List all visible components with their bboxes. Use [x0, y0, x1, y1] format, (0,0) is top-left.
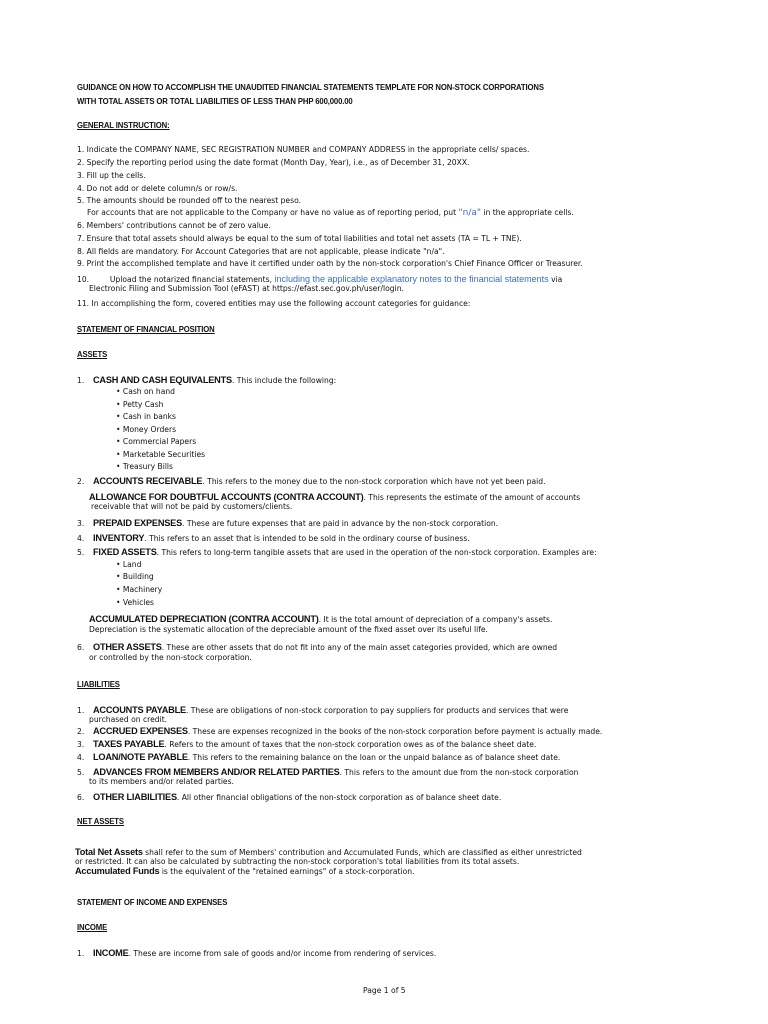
item-number: 6.: [77, 793, 85, 802]
list-item: • Treasury Bills: [116, 462, 173, 471]
account-term: ACCOUNTS PAYABLE: [93, 705, 186, 715]
list-item: • Building: [116, 572, 154, 581]
account-term: Total Net Assets: [75, 847, 143, 857]
accumulated-funds-definition: [75, 866, 414, 877]
instruction-item: 4. Do not add or delete column/s or row/s.: [77, 184, 238, 193]
list-item: • Commercial Papers: [116, 437, 197, 446]
assets-heading: ASSETS: [77, 349, 108, 359]
advances-line2: to its members and/or related parties.: [89, 777, 234, 786]
list-item: • Machinery: [116, 585, 163, 594]
efast-line: Electronic Filing and Submission Tool (eFAST) at https://efast.sec.gov.ph/user/login.: [89, 284, 404, 293]
instruction-item: 8. All fields are mandatory. For Account Categories that are not applicable, please indicate "n/a".: [77, 247, 445, 256]
account-term: FIXED ASSETS: [93, 547, 157, 557]
account-term: ADVANCES FROM MEMBERS AND/OR RELATED PARTIES: [93, 767, 340, 777]
item-number: 1.: [77, 376, 85, 385]
liability-loan: [77, 752, 560, 763]
account-term: LOAN/NOTE PAYABLE: [93, 752, 188, 762]
account-description: . This refers to the remaining balance on the loan or the unpaid balance as of balance sheet date.: [187, 753, 561, 762]
general-instruction-heading: GENERAL INSTRUCTION:: [77, 120, 170, 130]
list-item: • Land: [116, 560, 142, 569]
account-term: OTHER ASSETS: [93, 642, 162, 652]
depreciation-line2: Depreciation is the systematic allocation of the depreciable amount of the fixed asset over its useful life.: [89, 625, 488, 634]
list-item: • Marketable Securities: [116, 450, 206, 459]
account-description: shall refer to the sum of Members' contribution and Accumulated Funds, which are classified as either unrestricted: [142, 848, 582, 857]
account-description: . These are income from sale of goods and/or income from rendering of services.: [128, 949, 437, 958]
list-item: • Cash in banks: [116, 412, 177, 421]
item-number: 1.: [77, 949, 85, 958]
asset-receivable: [77, 476, 545, 487]
instruction-item: 7. Ensure that total assets should always be equal to the sum of total liabilities and total net assets (TA = TL + TNE).: [77, 234, 522, 243]
item10-via: via: [551, 275, 563, 284]
item-number: 2.: [77, 727, 85, 736]
account-description: is the equivalent of the "retained earnings" of a stock-corporation.: [159, 867, 415, 876]
item-number: 3.: [77, 740, 85, 749]
account-description: . These are other assets that do not fit into any of the main asset categories provided, which are owned: [161, 643, 558, 652]
account-description: . This refers to long-term tangible assets that are used in the operation of the non-stock corporation. Examples are:: [156, 548, 597, 557]
item-number: 5.: [77, 768, 85, 777]
sfp-heading: STATEMENT OF FINANCIAL POSITION: [77, 324, 215, 334]
account-term: CASH AND CASH EQUIVALENTS: [93, 375, 232, 385]
item10-highlight: including the applicable explanatory notes to the financial statements: [274, 274, 549, 284]
account-term: ALLOWANCE FOR DOUBTFUL ACCOUNTS (CONTRA ACCOUNT): [89, 492, 364, 502]
asset-cash: [77, 375, 336, 386]
asset-other: [77, 642, 557, 653]
liability-other: [77, 792, 501, 803]
na-value: "n/a": [458, 208, 482, 218]
allowance-line2: receivable that will not be paid by customers/clients.: [91, 502, 293, 511]
net-assets-heading: NET ASSETS: [77, 816, 124, 826]
asset-inventory: [77, 533, 470, 544]
item-number: 4.: [77, 534, 85, 543]
na-instruction-pre: For accounts that are not applicable to the Company or have no value as of reporting period, put: [87, 208, 457, 217]
instruction-item: 1. Indicate the COMPANY NAME, SEC REGISTRATION NUMBER and COMPANY ADDRESS in the appropriate cells/ spaces.: [77, 145, 530, 154]
account-description: . All other financial obligations of the non-stock corporation as of balance sheet date.: [176, 793, 502, 802]
account-description: . These are obligations of non-stock corporation to pay suppliers for products and services that were: [185, 706, 569, 715]
account-term: TAXES PAYABLE: [93, 739, 165, 749]
instruction-item: 9. Print the accomplished template and have it certified under oath by the non-stock corporation's Chief Finance Officer or Treasurer.: [77, 259, 583, 268]
income-item: [77, 948, 436, 959]
instruction-item: 3. Fill up the cells.: [77, 171, 146, 180]
document-title-line2: WITH TOTAL ASSETS OR TOTAL LIABILITIES OF LESS THAN PHP 600,000.00: [77, 96, 353, 106]
income-heading: INCOME: [77, 922, 108, 932]
asset-prepaid: [77, 518, 498, 529]
item-number: 10.: [77, 275, 90, 284]
instruction-item: 2. Specify the reporting period using the date format (Month Day, Year), i.e., as of December 31, 20XX.: [77, 158, 470, 167]
item-number: 4.: [77, 753, 85, 762]
account-term: INCOME: [93, 948, 129, 958]
asset-accum-depreciation: [89, 614, 552, 625]
list-item: • Vehicles: [116, 598, 155, 607]
page-number: Page 1 of 5: [363, 986, 406, 995]
account-description: . This refers to an asset that is intended to be sold in the ordinary course of business.: [144, 534, 470, 543]
ap-line2: purchased on credit.: [89, 715, 168, 724]
item-number: 1.: [77, 706, 85, 715]
list-item: • Cash on hand: [116, 387, 176, 396]
account-term: INVENTORY: [93, 533, 145, 543]
account-description: . Refers to the amount of taxes that the non-stock corporation owes as of the balance sheet date.: [164, 740, 537, 749]
asset-fixed: [77, 547, 597, 558]
account-term: PREPAID EXPENSES: [93, 518, 183, 528]
account-description: . These are expenses recognized in the books of the non-stock corporation before payment is actually made.: [187, 727, 603, 736]
instruction-item-11: 11. In accomplishing the form, covered entities may use the following account categories for guidance:: [77, 299, 471, 308]
account-description: . This represents the estimate of the amount of accounts: [363, 493, 581, 502]
list-item: • Petty Cash: [116, 400, 164, 409]
account-description: . These are future expenses that are paid in advance by the non-stock corporation.: [182, 519, 499, 528]
item10-text: Upload the notarized financial statements,: [109, 275, 273, 284]
instruction-item: 5. The amounts should be rounded off to the nearest peso.: [77, 196, 301, 205]
net-assets-line2: or restricted. It can also be calculated by subtracting the non-stock corporation's total liabilities from its total assets.: [75, 857, 520, 866]
account-description: . It is the total amount of depreciation of a company's assets.: [318, 615, 553, 624]
account-term: ACCRUED EXPENSES: [93, 726, 188, 736]
item-number: 5.: [77, 548, 85, 557]
liabilities-heading: LIABILITIES: [77, 679, 120, 689]
account-description: . This refers to the amount due from the non-stock corporation: [339, 768, 579, 777]
list-item: • Money Orders: [116, 425, 177, 434]
instruction-item: 6. Members' contributions cannot be of zero value.: [77, 221, 271, 230]
item-number: 3.: [77, 519, 85, 528]
na-instruction: [87, 208, 574, 218]
item-number: 6.: [77, 643, 85, 652]
account-description: . This refers to the money due to the non-stock corporation which have not yet been paid.: [202, 477, 546, 486]
liability-taxes: [77, 739, 536, 750]
account-term: ACCUMULATED DEPRECIATION (CONTRA ACCOUNT): [89, 614, 319, 624]
document-title-line1: GUIDANCE ON HOW TO ACCOMPLISH THE UNAUDITED FINANCIAL STATEMENTS TEMPLATE FOR NON-STOCK CORPORATIONS: [77, 82, 544, 92]
other-assets-line2: or controlled by the non-stock corporation.: [89, 653, 252, 662]
account-term: ACCOUNTS RECEIVABLE: [93, 476, 203, 486]
account-term: Accumulated Funds: [75, 866, 160, 876]
account-description: . This include the following:: [231, 376, 337, 385]
na-instruction-post: in the appropriate cells.: [483, 208, 574, 217]
item-number: 2.: [77, 477, 85, 486]
sie-heading: STATEMENT OF INCOME AND EXPENSES: [77, 897, 228, 907]
liability-accrued: [77, 726, 602, 737]
account-term: OTHER LIABILITIES: [93, 792, 177, 802]
